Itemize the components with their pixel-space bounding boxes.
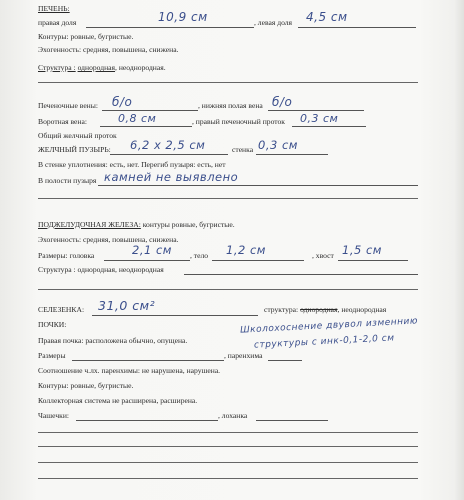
kidney-position: Правая почка: расположена обычно, опущена. — [38, 336, 188, 345]
pancreas-echogenicity: Эхогенность: средняя, повышена, снижена. — [38, 235, 179, 244]
tail-value: 1,5 см — [342, 243, 382, 257]
spleen-structure — [264, 306, 386, 314]
spleen-structure-rest: , неоднородная — [337, 305, 387, 314]
hepatic-veins-value: б/о — [112, 95, 133, 109]
body-value: 1,2 см — [226, 243, 266, 257]
right-duct-line — [292, 126, 366, 127]
liver-structure-label: Структура : — [38, 63, 76, 72]
left-lobe-label: , левая доля — [254, 18, 293, 27]
fill-line — [38, 446, 418, 447]
liver-title: ПЕЧЕНЬ: — [38, 4, 70, 13]
left-lobe-value: 4,5 см — [306, 10, 348, 24]
fill-line — [38, 198, 418, 199]
kidney-contours: Контуры: ровные, бугристые. — [38, 381, 134, 390]
gallbladder-size-value: 6,2 х 2,5 см — [130, 138, 206, 152]
fill-line — [38, 82, 418, 83]
wall-line — [256, 154, 328, 155]
spleen-value-line — [92, 315, 258, 316]
pancreas-structure: Структура : однородная, неоднородная — [38, 265, 164, 274]
liver-structure-selected: однородная — [77, 63, 116, 72]
pancreas-title: ПОДЖЕЛУДОЧНАЯ ЖЕЛЕЗА: — [38, 220, 141, 229]
fill-line — [38, 462, 418, 463]
liver-echogenicity: Эхогенность: средняя, повышена, снижена. — [38, 45, 179, 54]
kidney-sizes-label: Размеры — [38, 351, 66, 360]
pelvis-line — [256, 420, 328, 421]
ivc-line — [268, 110, 364, 111]
fill-line — [38, 432, 418, 433]
liver-structure-rest: , неоднородная. — [115, 63, 166, 72]
cavity-label: В полости пузыря — [38, 176, 97, 185]
kidney-note-line2: структуры с инк-0,1-2,0 см — [253, 333, 395, 351]
spleen-structure-label: структура: — [264, 305, 299, 314]
cavity-value: камней не выявлено — [104, 170, 239, 184]
portal-vein-value: 0,8 см — [118, 112, 157, 125]
body-line — [212, 260, 304, 261]
cups-line — [76, 420, 218, 421]
right-lobe-line — [86, 27, 254, 28]
pancreas-header — [38, 221, 235, 229]
kidney-ratio: Соотношение ч.лх. паренхимы: не нарушена, нарушена. — [38, 366, 221, 375]
fill-line — [38, 478, 418, 479]
spleen-structure-struck: однородная — [300, 305, 338, 314]
tail-label: , хвост — [312, 251, 334, 260]
tail-line — [338, 260, 408, 261]
cavity-line — [98, 185, 418, 186]
body-label: , тело — [190, 251, 209, 260]
portal-vein-label: Воротная вена: — [38, 117, 87, 126]
left-lobe-line — [298, 27, 416, 28]
parenchyma-line — [268, 360, 302, 361]
pancreas-contours: контуры ровные, бугристые. — [142, 220, 235, 229]
pelvis-label: , лоханка — [218, 411, 248, 420]
common-bile-duct-label: Общий желчный проток — [38, 131, 117, 140]
ivc-value: б/о — [272, 95, 293, 109]
kidney-collecting: Коллекторная система не расширена, расширена. — [38, 396, 198, 405]
wall-seals: В стенке уплотнения: есть, нет. Перегиб пузыря: есть, нет — [38, 160, 226, 169]
spleen-value: 31,0 см² — [98, 298, 156, 313]
kidney-sizes-line — [72, 360, 224, 361]
spleen-title: СЕЛЕЗЕНКА: — [38, 305, 85, 314]
pancreas-sizes-label: Размеры: головка — [38, 251, 95, 260]
paper-edge-shadow — [454, 0, 464, 500]
head-value: 2,1 см — [132, 243, 172, 257]
gallbladder-size-line — [110, 154, 228, 155]
parenchyma-label: , паренхима — [224, 351, 263, 360]
wall-value: 0,3 см — [258, 138, 298, 152]
right-duct-label: , правый печеночный проток — [192, 117, 285, 126]
wall-label: стенка — [232, 145, 254, 154]
right-lobe-value: 10,9 см — [158, 10, 208, 24]
right-duct-value: 0,3 см — [300, 112, 339, 125]
hepatic-veins-line — [102, 110, 198, 111]
hepatic-veins-label: Печеночные вены: — [38, 101, 98, 110]
liver-contours: Контуры: ровные, бугристые. — [38, 32, 134, 41]
pancreas-structure-line — [184, 274, 418, 275]
cups-label: Чашечки: — [38, 411, 70, 420]
fill-line — [38, 289, 418, 290]
portal-vein-line — [100, 126, 192, 127]
gallbladder-title: ЖЕЛЧНЫЙ ПУЗЫРЬ: — [38, 145, 111, 154]
ivc-label: , нижняя полая вена — [198, 101, 263, 110]
liver-structure — [38, 64, 166, 72]
kidney-note-line1: Школохоснение двувол изменнию — [239, 316, 419, 336]
head-line — [104, 260, 190, 261]
kidneys-title: ПОЧКИ: — [38, 320, 67, 329]
right-lobe-label: правая доля — [38, 18, 77, 27]
